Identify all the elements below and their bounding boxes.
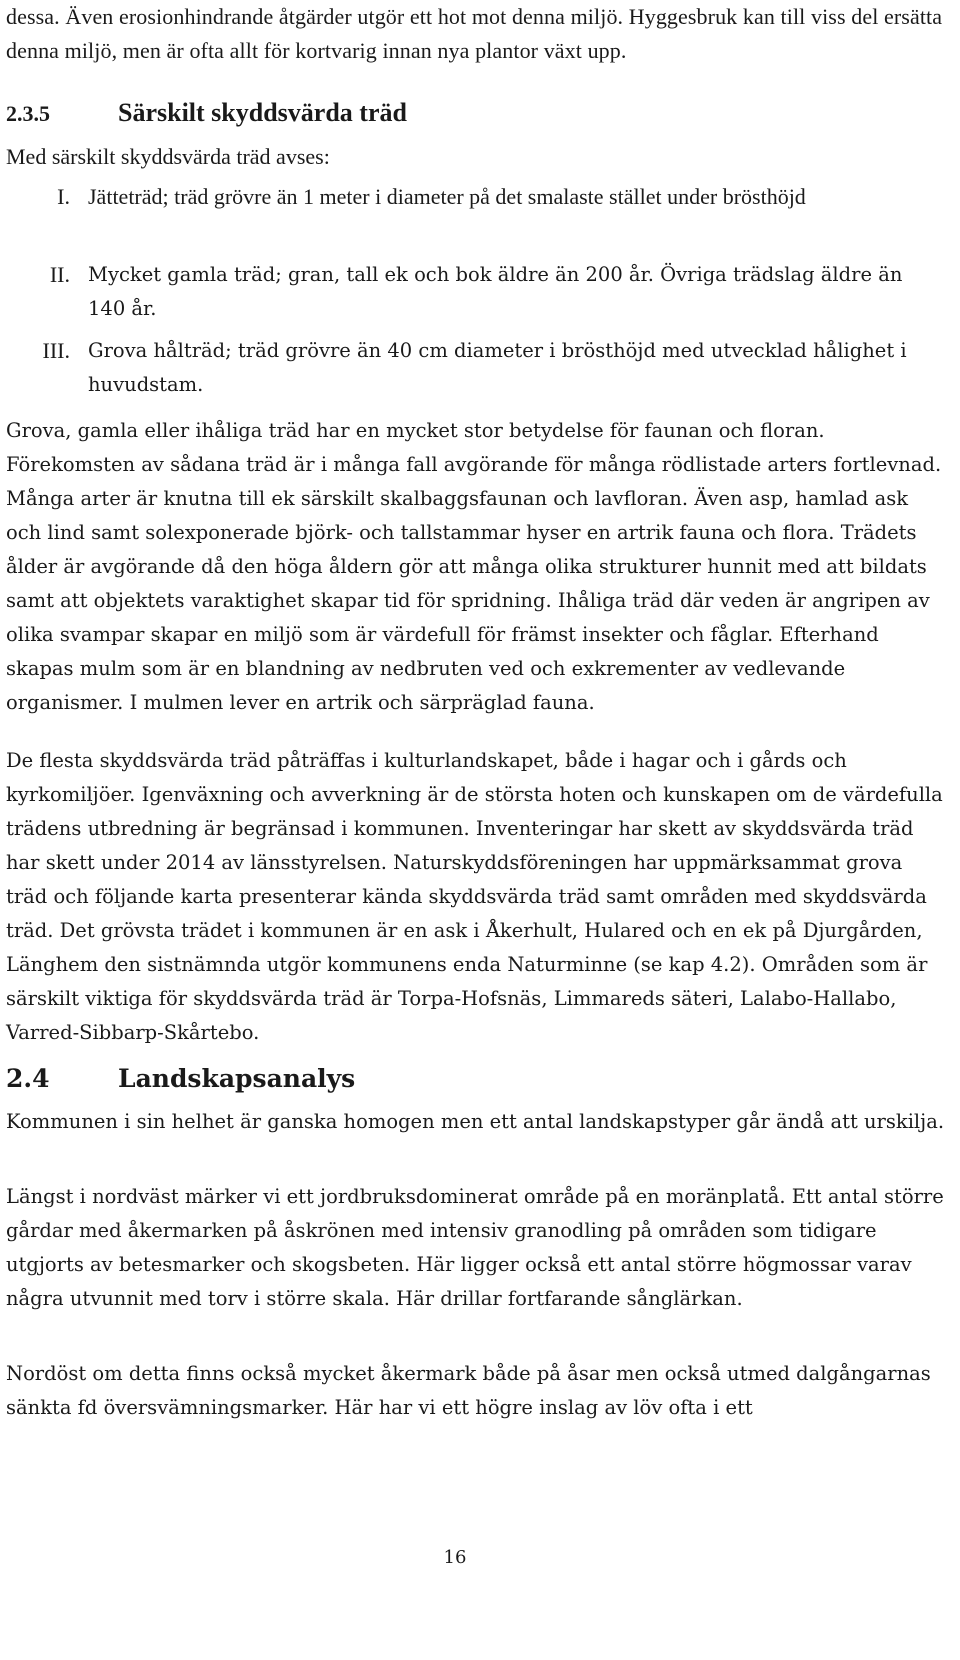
list-item: [0, 258, 918, 326]
list-marker: II.: [49, 262, 70, 287]
list-item-text: Grova hålträd; träd grövre än 40 cm diameter i brösthöjd med utvecklad hålighet i huvudstam.: [88, 339, 907, 396]
list-item: [0, 334, 918, 402]
body-paragraph: De flesta skyddsvärda träd påträffas i kulturlandskapet, både i hagar och i gårds och kyrkomiljöer. Igenväxning och avverkning är de största hoten och kunskapen om de värdefulla trädens utbredning är begränsad i kommunen. Inventeringar har skett av skyddsvärda träd har skett under 2014 av länsstyrelsen. Naturskyddsföreningen har uppmärksammat grova träd och följande karta presenterar kända skyddsvärda träd samt områden med skyddsvärda träd. Det grövsta trädet i kommunen är en ask i Åkerhult, Hulared och en ek på Djurgården, Länghem den sistnämnda utgör kommunens enda Naturminne (se kap 4.2). Områden som är särskilt viktiga för skyddsvärda träd är Torpa-Hofsnäs, Limmareds säteri, Lalabo-Hallabo, Varred-Sibbarp-Skårtebo.: [6, 749, 943, 1044]
body-paragraph: Nordöst om detta finns också mycket åkermark både på åsar men också utmed dalgångarnas sänkta fd översvämningsmarker. Här har vi ett högre inslag av löv ofta i ett: [6, 1362, 931, 1419]
subsection-title: Särskilt skyddsvärda träd: [118, 98, 407, 127]
list-item-text: Jätteträd; träd grövre än 1 meter i diameter på det smalaste stället under brösthöjd: [88, 184, 806, 209]
subsection-heading: [6, 96, 407, 131]
section-title: Landskapsanalys: [118, 1064, 356, 1093]
subsection-number: 2.3.5: [6, 101, 50, 126]
list-marker: I.: [57, 184, 70, 209]
lead-paragraph: dessa. Även erosionhindrande åtgärder utgör ett hot mot denna miljö. Hyggesbruk kan till viss del ersätta denna miljö, men är ofta allt för kortvarig innan nya plantor växt upp.: [6, 4, 943, 63]
section-heading: [6, 1061, 355, 1097]
body-paragraph: Längst i nordväst märker vi ett jordbruksdominerat område på en moränplatå. Ett antal större gårdar med åkermarken på åskrönen med intensiv granodling på områden som tidigare utgjorts av betesmarker och skogsbeten. Här ligger också ett antal större högmossar varav några utvunnit med torv i större skala. Här drillar fortfarande sånglärkan.: [6, 1185, 944, 1310]
section-number: 2.4: [6, 1064, 50, 1093]
body-paragraph: Grova, gamla eller ihåliga träd har en mycket stor betydelse för faunan och floran. Förekomsten av sådana träd är i många fall avgörande för många rödlistade arters fortlevnad. Många arter är knutna till ek särskilt skalbaggsfaunan och lavfloran. Även asp, hamlad ask och lind samt solexponerade björk- och tallstammar hyser en artrik fauna och flora. Trädets ålder är avgörande då den höga åldern gör att många olika strukturer hunnit med att bildats samt att objektets varaktighet skapar tid för spridning. Ihåliga träd där veden är angripen av olika svampar skapar en miljö som är värdefull för främst insekter och fåglar. Efterhand skapas mulm som är en blandning av nedbruten ved och exkrementer av vedlevande organismer. I mulmen lever en artrik och särpräglad fauna.: [6, 419, 942, 714]
list-item: [0, 180, 918, 214]
body-paragraph: Kommunen i sin helhet är ganska homogen men ett antal landskapstyper går ändå att urskilja.: [6, 1110, 945, 1133]
list-marker: III.: [42, 338, 70, 363]
list-item-text: Mycket gamla träd; gran, tall ek och bok äldre än 200 år. Övriga trädslag äldre än 140 år.: [88, 263, 903, 320]
page-number: 16: [443, 1547, 467, 1568]
list-intro: Med särskilt skyddsvärda träd avses:: [6, 144, 330, 169]
